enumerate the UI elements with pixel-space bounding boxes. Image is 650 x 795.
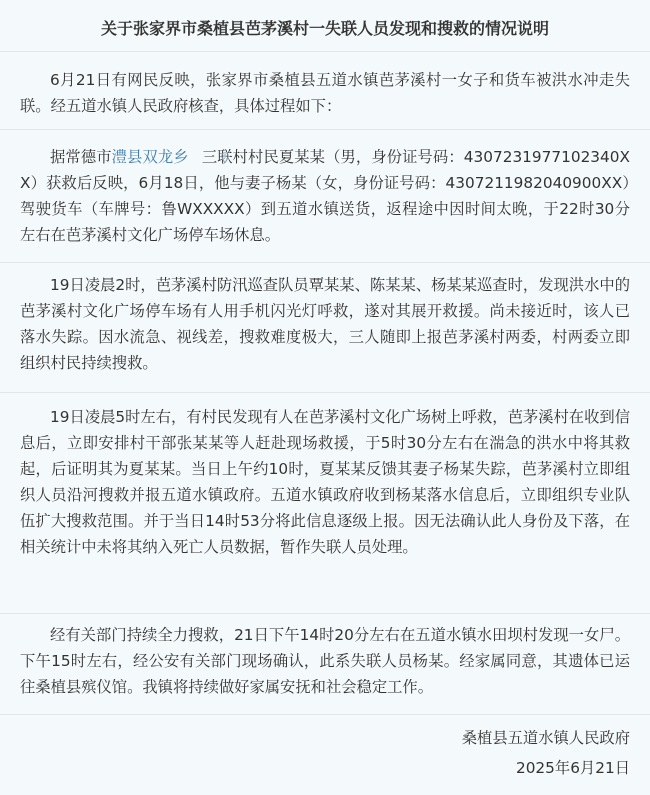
map-pin-icon[interactable] — [191, 146, 199, 158]
divider — [0, 392, 650, 393]
paragraph-rescue: 19日凌晨5时左右，有村民发现有人在芭茅溪村文化广场树上呼救，芭茅溪村在收到信息后，立即安排村干部张某某等人赶赴现场救援，于5时30分左右在湍急的洪水中将其救起，后证明其为夏某某。当日上午约10时，夏某某反馈其妻子杨某失踪，芭茅溪村立即组织人员沿河搜救并报五道水镇政府。五道水镇政府收到杨某落水信息后，立即组织专业队伍扩大搜救范围。并于当日14时53分将此信息逐级上报。因无法确认此人身份及下落，在相关统计中未将其纳入死亡人员数据，暂作失联人员处理。 — [20, 408, 630, 556]
document-title: 关于张家界市桑植县芭茅溪村一失联人员发现和搜救的情况说明 — [100, 19, 549, 38]
divider — [0, 613, 650, 614]
paragraph-text-post: 三联村村民夏某某（男，身份证号码：4307231977102340XX）获救后反映，6月18日，他与妻子杨某（女，身份证号码：4307211982040900XX）驾驶货车（车牌号：鲁WXXXXX）到五道水镇送货，返程途中因时间太晚，于22时30分左右在芭茅溪村文化广场停车场休息。 — [20, 148, 630, 244]
paragraph-outcome: 经有关部门持续全力搜救，21日下午14时20分左右在五道水镇水田坝村发现一女尸。下午15时左右，经公安有关部门现场确认，此系失联人员杨某。经家属同意，其遗体已运往桑植县殡仪馆。我镇将持续做好家属安抚和社会稳定工作。 — [20, 626, 630, 696]
location-link[interactable]: 澧县双龙乡 — [111, 148, 189, 166]
paragraph-intro: 6月21日有网民反映，张家界市桑植县五道水镇芭茅溪村一女子和货车被洪水冲走失联。经五道水镇人民政府核查，具体过程如下： — [20, 71, 630, 115]
paragraph-background — [20, 144, 630, 248]
paragraph-text-pre: 据常德市 — [50, 148, 112, 166]
divider — [0, 129, 650, 130]
divider — [0, 51, 650, 52]
signature-organization: 桑植县五道水镇人民政府 — [461, 729, 630, 747]
signature-date: 2025年6月21日 — [515, 759, 630, 777]
divider — [0, 714, 650, 715]
divider — [0, 262, 650, 263]
paragraph-night-patrol: 19日凌晨2时，芭茅溪村防汛巡查队员覃某某、陈某某、杨某某巡查时，发现洪水中的芭茅溪村文化广场停车场有人用手机闪光灯呼救，遂对其展开救援。尚未接近时，该人已落水失踪。因水流急、视线差，搜救难度极大，三人随即上报芭茅溪村两委，村两委立即组织村民持续搜救。 — [20, 276, 630, 372]
